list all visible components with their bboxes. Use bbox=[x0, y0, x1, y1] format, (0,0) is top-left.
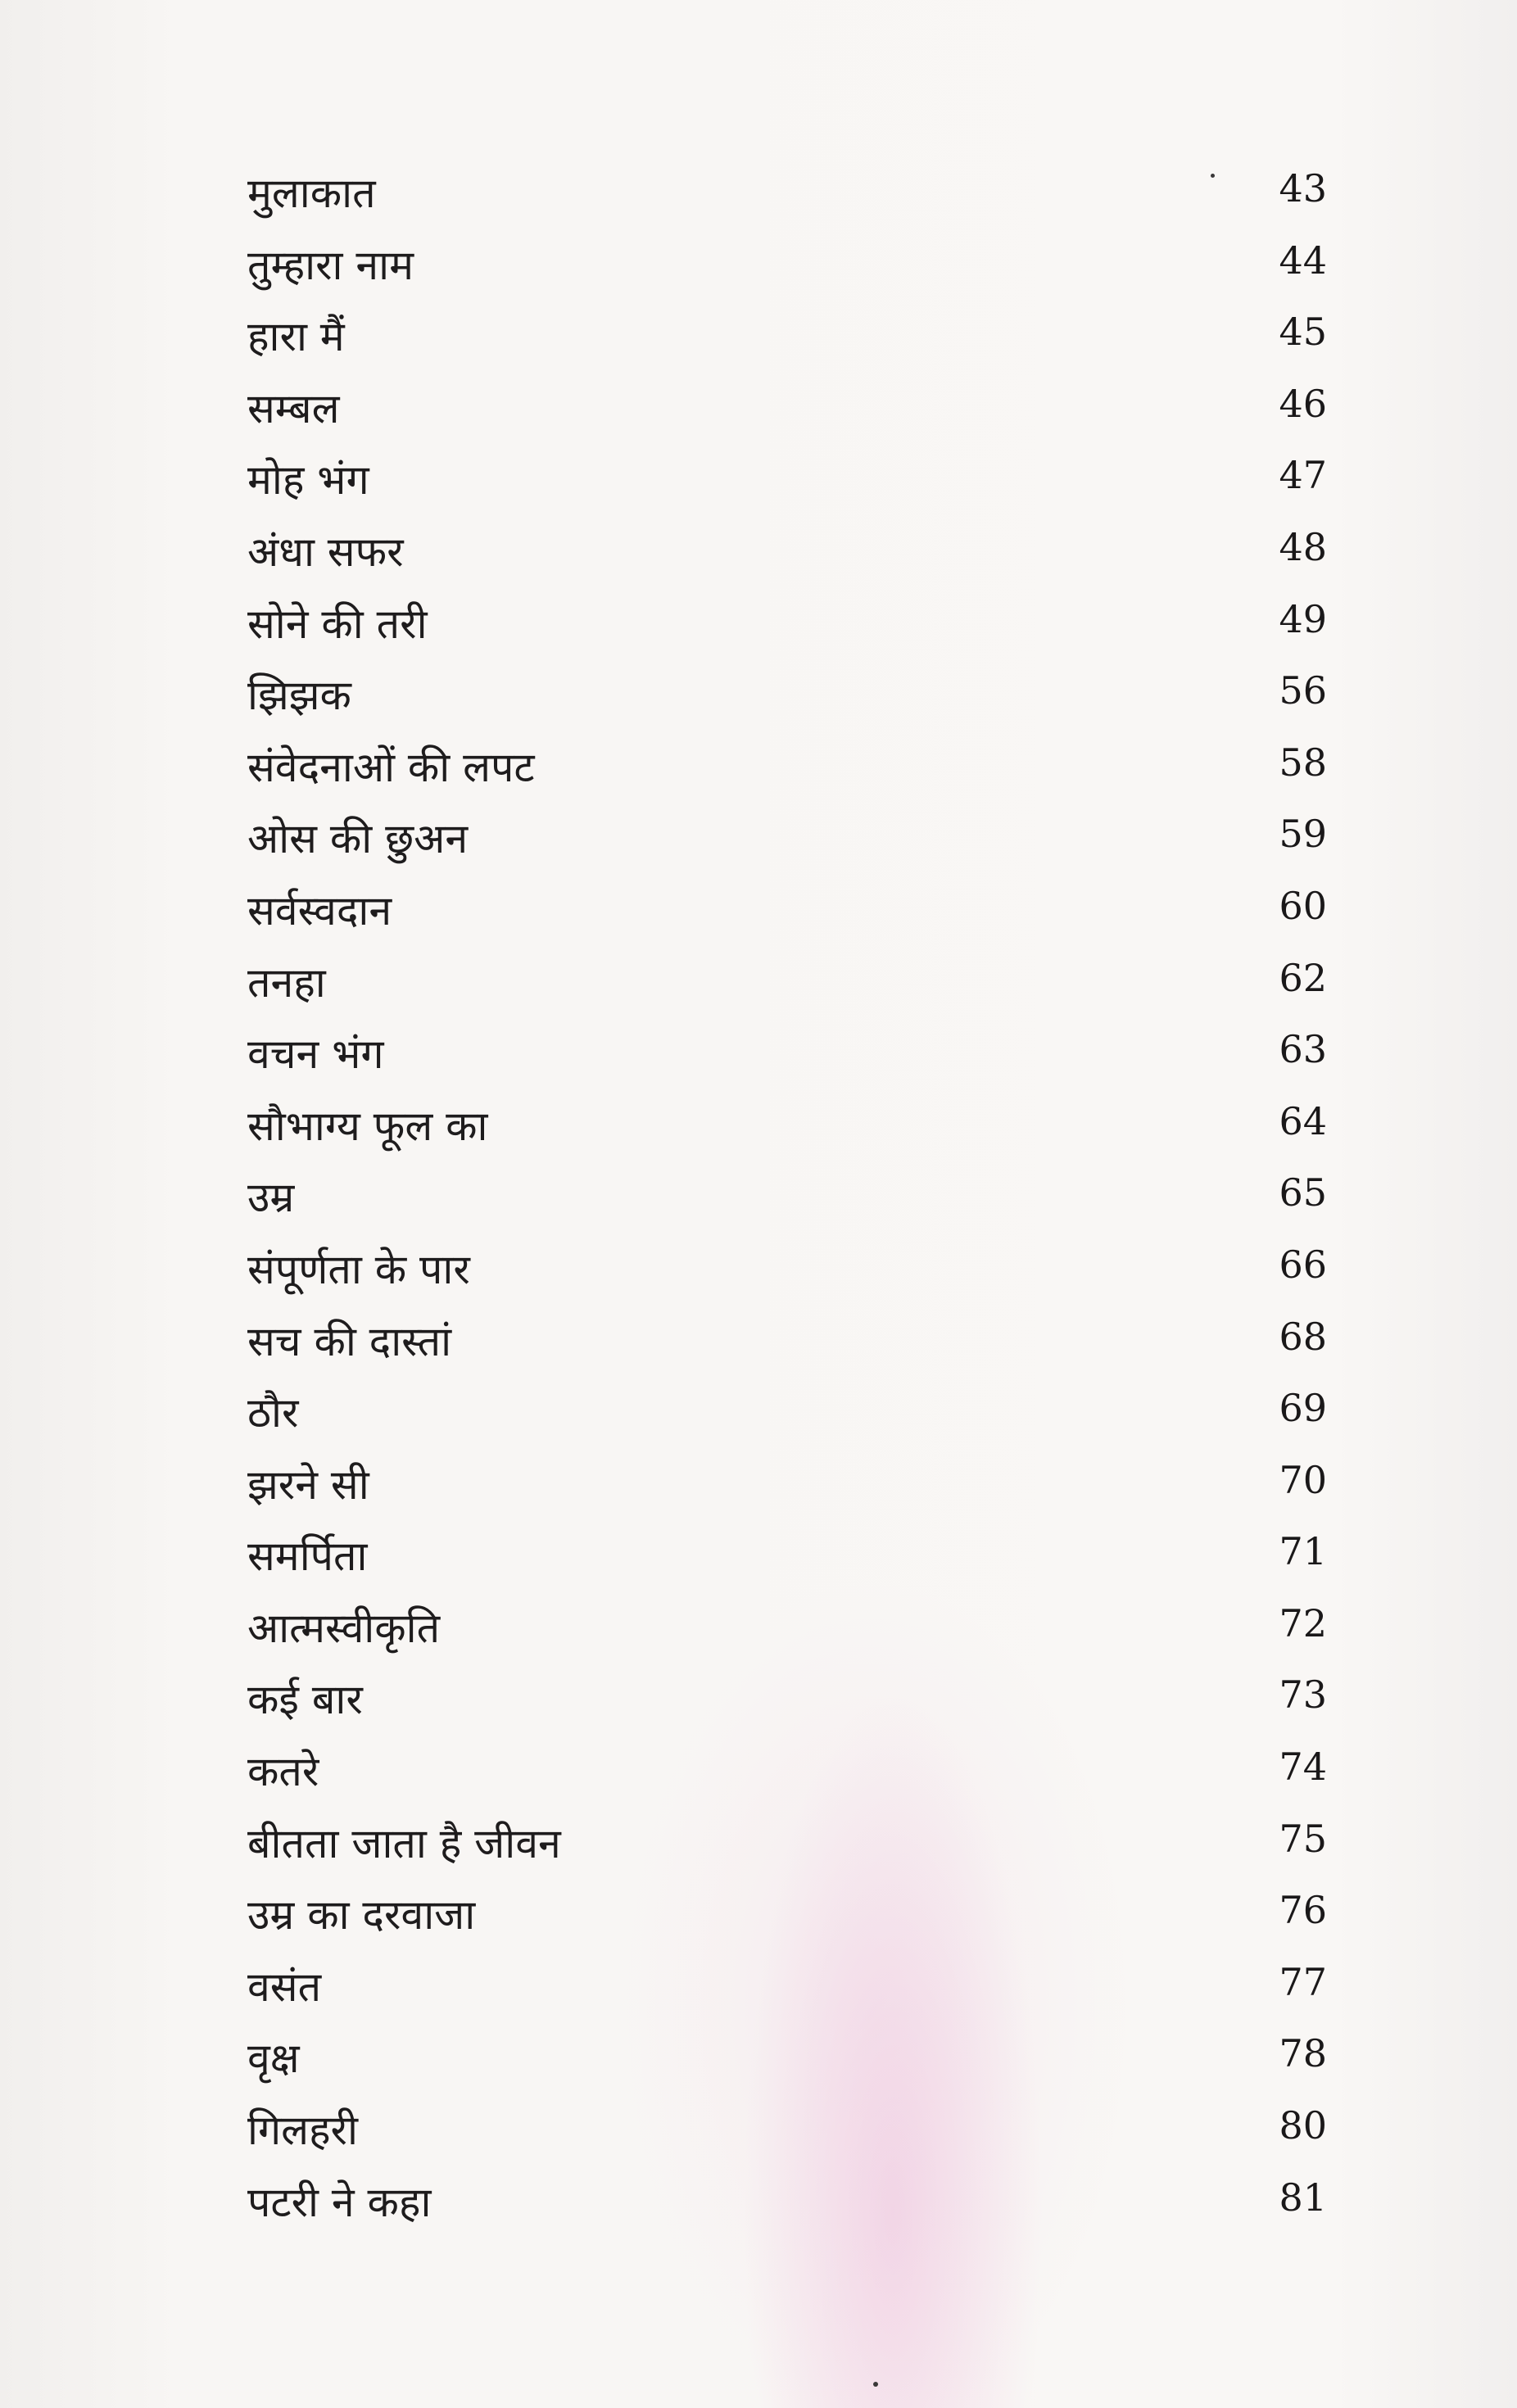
toc-entry-page-number: 70 bbox=[1279, 1457, 1327, 1502]
toc-entry-page-number: 58 bbox=[1279, 740, 1327, 785]
toc-entry-title: ठौर bbox=[247, 1389, 299, 1437]
toc-entry-page-number: 63 bbox=[1279, 1027, 1327, 1072]
toc-entry-page-number: 81 bbox=[1279, 2175, 1327, 2220]
toc-entry-title: सोने की तरी bbox=[247, 600, 428, 648]
toc-entry-title: उम्र bbox=[247, 1174, 295, 1222]
toc-entry bbox=[238, 1312, 1327, 1384]
toc-entry bbox=[238, 379, 1327, 451]
toc-entry bbox=[238, 2029, 1327, 2101]
toc-entry-page-number: 47 bbox=[1279, 453, 1327, 498]
toc-entry bbox=[238, 595, 1327, 667]
toc-entry-page-number: 56 bbox=[1279, 668, 1327, 713]
toc-entry bbox=[238, 1383, 1327, 1455]
toc-entry-title: सम्बल bbox=[247, 384, 340, 432]
toc-entry-page-number: 46 bbox=[1279, 381, 1327, 426]
toc-entry-page-number: 77 bbox=[1279, 1959, 1327, 2004]
toc-entry-page-number: 44 bbox=[1279, 238, 1327, 283]
toc-entry-page-number: 60 bbox=[1279, 883, 1327, 928]
toc-entry-title: वृक्ष bbox=[247, 2035, 300, 2083]
toc-entry-title: ओस की छुअन bbox=[247, 815, 469, 863]
toc-entry-title: गिलहरी bbox=[247, 2107, 358, 2155]
toc-entry bbox=[238, 450, 1327, 523]
toc-entry-title: सर्वस्वदान bbox=[247, 886, 392, 935]
toc-entry bbox=[238, 523, 1327, 595]
toc-entry-title: वचन भंग bbox=[247, 1030, 384, 1079]
toc-entry bbox=[238, 1742, 1327, 1814]
ink-speck bbox=[873, 2382, 878, 2387]
toc-entry bbox=[238, 1958, 1327, 2030]
toc-entry bbox=[238, 1455, 1327, 1528]
toc-entry-page-number: 75 bbox=[1279, 1816, 1327, 1861]
toc-entry-title: सौभाग्य फूल का bbox=[247, 1102, 488, 1150]
toc-entry bbox=[238, 666, 1327, 738]
toc-entry-page-number: 49 bbox=[1279, 596, 1327, 641]
toc-entry-title: हारा मैं bbox=[247, 313, 345, 361]
toc-entry-page-number: 43 bbox=[1279, 166, 1327, 210]
toc-entry-page-number: 78 bbox=[1279, 2031, 1327, 2076]
toc-entry-page-number: 71 bbox=[1279, 1529, 1327, 1574]
toc-entry-page-number: 80 bbox=[1279, 2103, 1327, 2148]
table-of-contents bbox=[238, 164, 1327, 2244]
toc-entry-title: तनहा bbox=[247, 958, 326, 1007]
toc-entry bbox=[238, 809, 1327, 881]
toc-entry-page-number: 68 bbox=[1279, 1314, 1327, 1359]
toc-entry-title: पटरी ने कहा bbox=[247, 2178, 432, 2226]
toc-entry bbox=[238, 1599, 1327, 1671]
toc-entry bbox=[238, 164, 1327, 236]
toc-entry-page-number: 73 bbox=[1279, 1672, 1327, 1718]
toc-entry-page-number: 48 bbox=[1279, 524, 1327, 569]
toc-entry bbox=[238, 1885, 1327, 1958]
toc-entry bbox=[238, 1670, 1327, 1742]
toc-entry-page-number: 62 bbox=[1279, 955, 1327, 1000]
toc-entry-title: तुम्हारा नाम bbox=[247, 241, 414, 289]
toc-entry-title: मुलाकात bbox=[247, 170, 376, 217]
toc-entry bbox=[238, 1527, 1327, 1599]
toc-entry bbox=[238, 236, 1327, 308]
toc-entry-page-number: 66 bbox=[1279, 1242, 1327, 1287]
toc-entry-title: उम्र का दरवाजा bbox=[247, 1891, 476, 1940]
toc-entry bbox=[238, 1097, 1327, 1169]
toc-entry-title: समर्पिता bbox=[247, 1532, 368, 1581]
toc-entry-title: सच की दास्तां bbox=[247, 1317, 452, 1365]
toc-entry bbox=[238, 1168, 1327, 1240]
toc-entry bbox=[238, 881, 1327, 953]
toc-entry-title: झरने सी bbox=[247, 1460, 369, 1509]
toc-entry-page-number: 74 bbox=[1279, 1745, 1327, 1790]
toc-entry-title: कई बार bbox=[247, 1676, 363, 1724]
toc-entry bbox=[238, 1025, 1327, 1097]
toc-entry bbox=[238, 2101, 1327, 2173]
toc-entry bbox=[238, 1814, 1327, 1886]
toc-entry-page-number: 65 bbox=[1279, 1170, 1327, 1215]
toc-entry-title: अंधा सफर bbox=[247, 527, 404, 576]
toc-entry-title: संपूर्णता के पार bbox=[247, 1245, 470, 1293]
toc-entry-title: झिझक bbox=[247, 672, 351, 720]
toc-entry-title: आत्मस्वीकृति bbox=[247, 1604, 441, 1652]
toc-entry-title: मोह भंग bbox=[247, 456, 369, 505]
toc-entry-page-number: 59 bbox=[1279, 812, 1327, 857]
toc-entry-page-number: 45 bbox=[1279, 310, 1327, 355]
toc-entry bbox=[238, 953, 1327, 1025]
toc-entry bbox=[238, 1240, 1327, 1312]
toc-entry-title: वसंत bbox=[247, 1962, 322, 2011]
toc-entry-title: कतरे bbox=[247, 1748, 319, 1796]
toc-entry bbox=[238, 307, 1327, 379]
toc-entry-page-number: 64 bbox=[1279, 1098, 1327, 1143]
toc-entry-page-number: 76 bbox=[1279, 1888, 1327, 1933]
toc-entry-title: संवेदनाओं की लपट bbox=[247, 743, 535, 791]
toc-entry-page-number: 72 bbox=[1279, 1600, 1327, 1645]
toc-entry-title: बीतता जाता है जीवन bbox=[247, 1819, 561, 1867]
toc-entry-page-number: 69 bbox=[1279, 1386, 1327, 1431]
toc-entry bbox=[238, 738, 1327, 810]
toc-entry bbox=[238, 2173, 1327, 2245]
